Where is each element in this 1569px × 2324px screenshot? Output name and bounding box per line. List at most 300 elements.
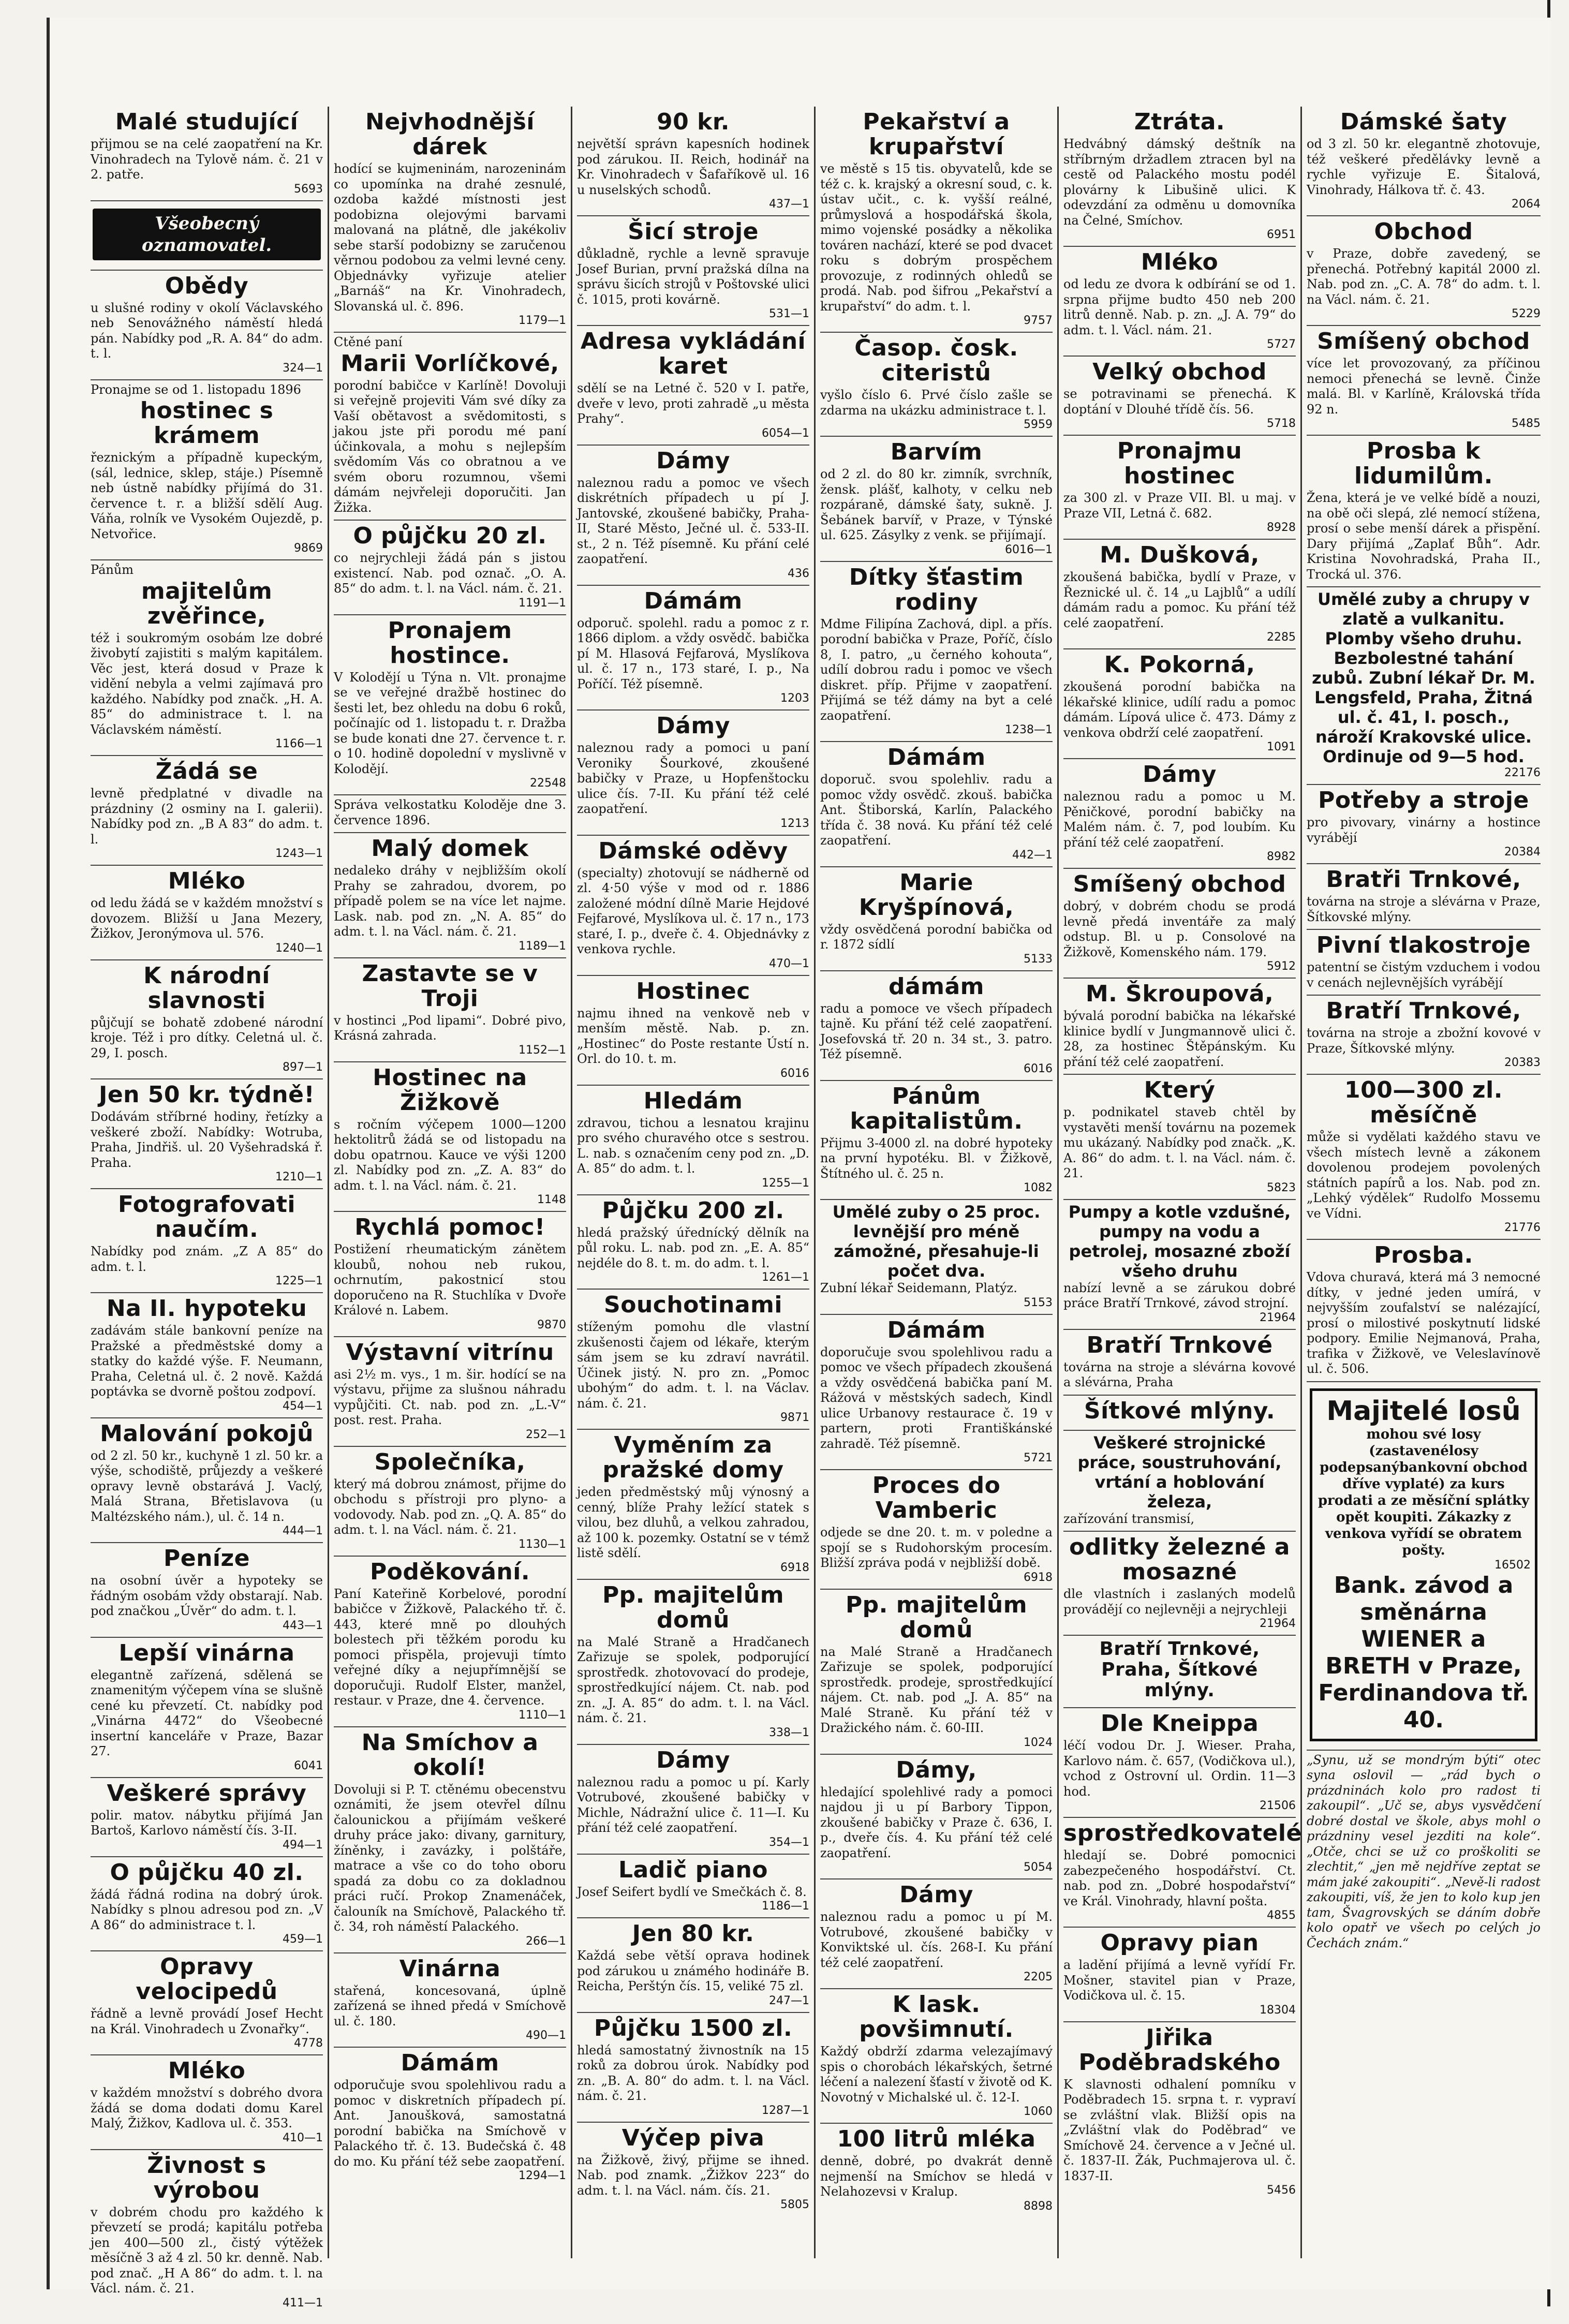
advertisement xyxy=(820,1200,1053,1315)
ad-code: 410—1 xyxy=(283,2131,323,2144)
ad-code: 1130—1 xyxy=(519,1537,566,1551)
advertisement xyxy=(1063,869,1296,979)
ad-body: pro pivovary, vinárny a hostince vyrábějí xyxy=(1307,815,1541,845)
ad-headline: Bratří Trnkové, xyxy=(1326,998,1521,1024)
ad-headline: Peníze xyxy=(164,1545,250,1572)
advertisement xyxy=(91,2150,323,2314)
ad-code: 252—1 xyxy=(526,1428,566,1441)
ad-body: od 3 zl. 50 kr. elegantně zhotovuje, též veškeré předělávky levně a rychle vyřizuje E. Šitalová, Vinohrady, Hálkova tř. č. 43. xyxy=(1307,137,1541,197)
ad-body: půjčují se bohatě zdobené národní kroje. Též i pro dítky. Celetná ul. č. 29, I. posch. xyxy=(91,1015,323,1060)
advertisement xyxy=(577,1855,809,1919)
advertisement xyxy=(334,521,566,615)
ad-headline: Malý domek xyxy=(371,835,529,862)
advertisement xyxy=(1307,1075,1541,1240)
ad-body: může si vydělati každého stavu ve všech místech levně a zákonem dovolenou prodejem povolených státních papírů a los. Nab. pod zn. „Lehký výdělek“ Rudolfo Mossemu ve Vídni. xyxy=(1307,1130,1541,1221)
ad-headline: Dámám xyxy=(887,1316,986,1343)
ad-code: 1024 xyxy=(1024,1736,1053,1749)
ad-code: 5054 xyxy=(1024,1861,1053,1874)
advertisement xyxy=(91,1951,323,2055)
ad-body: odporuč. spolehl. radu a pomoc z r. 1866 diplom. a vždy osvědč. babička pí M. Hlasová Fejfarová, Myslíkova ul. č. 17 n., 173 staré, I. p., Na Poříčí. Též písemně. xyxy=(577,615,809,691)
ad-code: 5823 xyxy=(1267,1181,1296,1194)
ad-body: od 2 zl. 50 kr., kuchyně 1 zl. 50 kr. a výše, schodiště, průjezdy a veškeré opravy levně obstarává J. Vaclý, Malá Strana, Břetislavova (u Maltézského nám.), ul. č. 14 n. xyxy=(91,1448,323,1524)
ad-body: Žena, která je ve velké bídě a nouzi, na obě oči slepá, zlé nemocí stížena, prosí o sebe menší dárek a přispění. Dary přijímá „Zaplať Bůh“. Adr. Kristina Novohradská, Praha II., Trocká ul. 376. xyxy=(1307,491,1541,582)
ad-headline: Mléko xyxy=(1141,249,1219,275)
advertisement xyxy=(577,586,809,711)
ad-code: 21506 xyxy=(1260,1799,1296,1812)
ad-headline: Vyměním za pražské domy xyxy=(602,1432,784,1483)
ad-headline: M. Škroupová, xyxy=(1085,981,1274,1007)
ad-body: polir. matov. nábytku přijímá Jan Bartoš, Karlovo náměstí čís. 3-II. xyxy=(91,1808,323,1838)
advertisement xyxy=(1063,107,1296,247)
advertisement xyxy=(1307,864,1541,930)
column-2 xyxy=(329,107,572,2258)
ad-body: asi 2½ m. vys., 1 m. šir. hodící se na výstavu, přijme za slušnou náhradu vypůjčiti. Ct. nab. pod zn. „L.-V“ post. rest. Praha. xyxy=(334,1367,566,1427)
advertisement xyxy=(577,2123,809,2216)
ad-body: denně, dobré, po dvakrát denně nejmenší na Smíchov se hledá v Nelahozevsi v Kralup. xyxy=(820,2154,1053,2199)
ad-body: od ledu žádá se v každém množství s dovozem. Bližší u Jana Mezery, Žižkov, Jeronýmova ul. 576. xyxy=(91,896,323,941)
ad-body: zdravou, tichou a lesnatou krajinu pro svého churavého otce s sestrou. L. nab. s označením ceny pod zn. „D. A. 85“ do adm. t. l. xyxy=(577,1115,809,1176)
ad-body: na Žižkově, živý, přijme se ihned. Nab. pod znamk. „Žižkov 223“ do adm. t. l. na Václ. nám. čís. 21. xyxy=(577,2152,809,2198)
advertisement xyxy=(1063,436,1296,540)
ad-body: Dodávám stříbrné hodiny, řetízky a veškeré zboží. Nabídky: Wotruba, Praha, Jindřiš. ul. 20 Vyšehradská ř. Praha. xyxy=(91,1109,323,1170)
ad-code: 1189—1 xyxy=(519,939,566,953)
advertisement xyxy=(577,1580,809,1745)
ad-code: 1082 xyxy=(1024,1181,1053,1194)
box-footer: Bank. závod a směnárna WIENER a BRETH v Praze, Ferdinandova tř. 40. xyxy=(1318,1572,1529,1733)
ad-code: 436 xyxy=(788,567,809,580)
ad-headline: Dámy xyxy=(656,713,730,739)
ad-code: 1255—1 xyxy=(762,1176,809,1190)
ad-code: 6016 xyxy=(1024,1062,1053,1075)
advertisement xyxy=(820,333,1053,437)
ad-headline: Malé studující xyxy=(115,109,299,135)
ad-headline: Dámy xyxy=(656,447,730,474)
ad-code: 1225—1 xyxy=(275,1275,323,1287)
ad-body: stíženým pomohu dle vlastní zkušenosti čajem od lékaře, kterým sám jsem se ku zdraví navrátil. Účinek jistý. N. pro zn. „Pomoc ubohým“ do adm. t. l. na Václav. nám. č. 21. xyxy=(577,1320,809,1411)
ad-code: 4778 xyxy=(294,2037,323,2050)
advertisement xyxy=(820,867,1053,971)
ad-body: Josef Seifert bydlí ve Smečkách č. 8. xyxy=(577,1884,807,1899)
ad-code: 1060 xyxy=(1024,2105,1053,2118)
advertisement xyxy=(91,1778,323,1857)
advertisement xyxy=(1063,759,1296,869)
ad-body: p. podnikatel staveb chtěl by vystavěti menší továrnu na pozemek mu ukázaný. Nabídky pod značk. „K. A. 86“ do adm. t. l. na Václ. nám. č. 21. xyxy=(1063,1105,1296,1180)
advertisement xyxy=(1063,540,1296,649)
advertisement xyxy=(1063,1818,1302,1928)
ad-code: 247—1 xyxy=(769,1994,809,2007)
ad-headline: Fotografovati naučím. xyxy=(117,1191,295,1242)
ad-body: léčí vodou Dr. J. Wieser. Praha, Karlovo nám. č. 657, (Vodičkova ul.), vchod z Ostrovní ul. Ordin. 11—3 hod. xyxy=(1063,1738,1296,1799)
ad-headline: Bratři Trnkové, xyxy=(1326,866,1521,893)
ad-code: 1243—1 xyxy=(275,847,323,860)
ad-headline: Dámy xyxy=(899,1882,973,1908)
ad-headline: Dámské oděvy xyxy=(598,837,788,864)
ad-headline: 90 kr. xyxy=(657,109,730,135)
advertisement xyxy=(91,1293,323,1418)
ad-body: též i soukromým osobám lze dobré živobytí zajistiti s malým kapitálem. Věc jest, která dosud v Praze k vidění nebyla a velmi zajímavá pro každého. Nabídky pod značk. „H. A. 85“ do administrace t. l. na Václavském náměstí. xyxy=(91,630,323,737)
ad-body: zařízování transmisí, xyxy=(1063,1511,1195,1526)
ad-headline: Umělé zuby o 25 proc. levnější pro méně zámožné, přesahuje-li počet dva. xyxy=(832,1202,1041,1281)
ad-body: nabízí levně a se zárukou dobré práce Bratří Trnkové, závod strojní. xyxy=(1063,1280,1296,1310)
ad-headline: Dámám xyxy=(887,744,986,771)
advertisement xyxy=(334,958,566,1062)
ad-body: nedaleko dráhy v nejbližším okolí Prahy se zahradou, dvorem, po případě polem se na více let najme. Lask. nab. pod zn. „N. A. 85“ do adm. t. l. na Václ. nám. č. 21. xyxy=(334,863,566,939)
advertisement xyxy=(1063,1708,1296,1818)
ad-body: naleznou radu a pomoc u M. Pěničkové, porodní babičky na Malém nám. č. 7, pod loubím. Ku přání též celé zaopatření. xyxy=(1063,789,1296,850)
ad-code: 470—1 xyxy=(769,957,809,970)
ad-headline: Adresa vykládání karet xyxy=(580,328,806,379)
ad-body: odporučuje svou spolehlivou radu a pomoc v diskretních případech pí. Ant. Janoušková, samostatná porodní babička na Smíchově v Palackého tř. č. 13. Budečská č. 48 do mo. Ku přání též sebe zaopatření. xyxy=(334,2078,566,2169)
ad-body: od 2 zl. do 80 kr. zimník, svrchník, žensk. plášť, kalhoty, v celku neb rozpáraně, dámské šaty, sukně. J. Šebánek barvíř, v Praze, v Týnské ul. 625. Zásylky z venk. se přijímají. xyxy=(820,467,1053,542)
ad-headline: Nejvhodnější dárek xyxy=(365,109,535,160)
ad-code: 5456 xyxy=(1267,2184,1296,2197)
ad-headline: Lepší vinárna xyxy=(119,1639,295,1666)
ad-headline: majitelům zvěřince, xyxy=(141,578,273,629)
advertisement xyxy=(820,107,1053,333)
ad-code: 5693 xyxy=(294,182,323,196)
ad-code: 20383 xyxy=(1504,1056,1541,1069)
ad-code: 16502 xyxy=(1494,1558,1531,1572)
ad-body: ve městě s 15 tis. obyvatelů, kde se též c. k. krajský a okresní soud, c. k. ústav učit., c. k. vyšší reálné, průmyslová a hospodářská škola, mimo vojenské posádky a několika továren nachází, které se pod dvacet roku s dobrým prospěchem provozuje, z rodinných ohledů se prodá. Nab. pod šifrou „Pekařství a krupařství“ do adm. t. l. xyxy=(820,161,1053,314)
advertisement xyxy=(820,1315,1053,1471)
advertisement xyxy=(1063,1431,1296,1532)
ad-code: 21776 xyxy=(1504,1221,1541,1234)
ad-body: jeden předměstský můj výnosný a cenný, blíže Prahy ležící statek s vilou, bez dluhů, a velkou zahradou, až 100 k. pozemky. Ostatní se v témž listě sdělí. xyxy=(577,1485,809,1560)
ad-headline: Rychlá pomoc! xyxy=(354,1214,545,1240)
ad-code: 1191—1 xyxy=(519,596,566,610)
ad-code: 1186—1 xyxy=(762,1900,809,1913)
ad-body: v každém množství s dobrého dvora žádá se doma dodati domu Karel Malý, Žižkov, Kadlova ul. č. 353. xyxy=(91,2085,323,2130)
ad-code: 2064 xyxy=(1512,198,1541,211)
advertisement xyxy=(1063,247,1296,357)
ad-headline: K. Pokorná, xyxy=(1104,652,1255,678)
advertisement xyxy=(1063,1330,1296,1396)
advertisement xyxy=(1063,1928,1296,2022)
ad-code: 5153 xyxy=(1024,1296,1053,1309)
ad-code: 5718 xyxy=(1267,417,1296,430)
advertisement xyxy=(91,960,323,1080)
ad-body: odjede se dne 20. t. m. v poledne a spojí se s Rudohorským procesím. Bližší zpráva podá v nejbližší době. xyxy=(820,1525,1053,1570)
ad-body: doporučuje svou spolehlivou radu a pomoc ve všech případech zkoušená a vždy osvědčená babička paní M. Rážová v městských sadech, Kindl ulice Urbanovy restaurace č. 19 v partern, proti Františkánské zahradě. Též písemně. xyxy=(820,1344,1053,1451)
advertisement xyxy=(577,976,809,1086)
advertisement xyxy=(1307,436,1541,587)
advertisement xyxy=(334,107,566,333)
ad-body: důkladně, rychle a levně spravuje Josef Burian, první pražská dílna na správu šicích strojů v Poštovské ulici č. 1015, proti kovárně. xyxy=(577,246,809,307)
ad-code: 1240—1 xyxy=(275,941,323,955)
ad-code: 6041 xyxy=(294,1759,323,1772)
advertisement xyxy=(577,1290,809,1430)
ad-headline: Obědy xyxy=(165,272,249,299)
ad-body: hledající spolehlivé rady a pomoci najdou ji u pí Barbory Tippon, zkoušené babičky v Praze č. 636, I. p., dveře čís. 4. Ku přání též celé zaopatření. xyxy=(820,1784,1053,1860)
ad-code: 338—1 xyxy=(769,1726,809,1739)
ad-body: K slavnosti odhalení pomníku v Poděbradech 15. srpna t. r. vypraví se zvláštní vlak. Bližší opis na „Zvláštní vlak do Poděbrad“ ve Smíchově 24. července a v Ječné ul. č. 1837-II. Žák, Puchmajerova ul. č. 1837-II. xyxy=(1063,2077,1296,2183)
ad-body: Pánům xyxy=(91,563,134,577)
ad-code: 20384 xyxy=(1504,846,1541,858)
ad-code: 1203 xyxy=(780,692,809,705)
ad-headline: Veškeré strojnické práce, soustruhování, vrtání a hoblování železa, xyxy=(1077,1432,1282,1512)
ad-headline: M. Dušková, xyxy=(1100,542,1260,568)
advertisement xyxy=(1063,357,1296,436)
ad-body: a ladění přijímá a levně vyřídí Fr. Mošner, stavitel pian v Praze, Vodičkova ul. č. 15. xyxy=(1063,1958,1296,2003)
ad-code: 444—1 xyxy=(283,1524,323,1537)
ad-body: hledají se. Dobré pomocnici zabezpečeného hospodářství. Ct. nab. pod zn. „Dobré hospodařství“ ve Král. Vinohrady, hlavní pošta. xyxy=(1063,1848,1296,1908)
ad-body: hodící se kujmeninám, narozeninám co upomínka na drahé zesnulé, ozdoba každé místnosti jest podobizna olejovými barvami malovaná na plátně, dle jakékoliv sebe starší podobizny se zaručenou věrnou podobou za velmi levné ceny. Objednávky vyřizuje atelier „Barnáš“ na Kr. Vinohradech, Slovanská ul. č. 896. xyxy=(334,161,566,314)
advertisement xyxy=(1063,1396,1296,1431)
ad-headline: Velký obchod xyxy=(1092,359,1267,385)
ad-body: sdělí se na Letné č. 520 v I. patře, dveře v levo, proti zahradě „u města Prahy“. xyxy=(577,381,809,426)
ad-body: elegantně zařízená, sdělená se znamenitým výčepem vína se slušně cené ku převzetí. Ct. nabídky pod „Vinárna 4472“ do Všeobecné insertní kanceláře v Praze, Bazar 27. xyxy=(91,1667,323,1758)
ad-headline: Pp. majitelům domů xyxy=(845,1591,1028,1643)
ad-headline: K národní slavnosti xyxy=(143,962,270,1014)
ad-code: 5229 xyxy=(1512,307,1541,320)
ad-headline: odlitky železné a mosazné xyxy=(1069,1534,1290,1585)
ad-headline: Společníka, xyxy=(374,1448,526,1475)
ad-body: doporuč. svou spolehliv. radu a pomoc vždy osvědč. zkouš. babička Ant. Štiborská, Karlín, Palackého třída č. 38 nová. Ku přání též celé zaopatření. xyxy=(820,772,1053,848)
ad-body: od ledu ze dvora k odbírání se od 1. srpna přijme budto 450 neb 200 litrů denně. Nab. p. zn. „J. A. 79“ do adm. t. l. Václ. nám. 21. xyxy=(1063,277,1296,337)
advertisement xyxy=(91,1079,323,1189)
ad-body: Mdme Filipína Zachová, dipl. a přís. porodní babička v Praze, Poříč, číslo 8, I. patro, „u černého kohouta“, udílí dobrou radu i pomoc ve všech diskret. příp. Přijme v zaopatření. Přijímá se též dámy na byt a celé zaopatření. xyxy=(820,616,1053,723)
ad-code: 9869 xyxy=(294,542,323,555)
ad-headline: Jiřika Poděbradského xyxy=(1078,2024,1281,2076)
box-title: Majitelé losů xyxy=(1326,1395,1521,1427)
ad-body: přijmou se na celé zaopatření na Kr. Vinohradech na Tylově nám. č. 21 v 2. patře. xyxy=(91,137,323,182)
ad-headline: Proces do Vamberic xyxy=(872,1472,1001,1523)
ad-headline: Poděkování. xyxy=(369,1558,530,1585)
ad-headline: Šicí stroje xyxy=(628,218,759,245)
ad-body: co nejrychleji žádá pán s jistou existencí. Nab. pod označ. „O. A. 85“ do adm. t. l. na Václ. nám. č. 21. xyxy=(334,551,566,596)
ad-body: levně předplatné v divadle na prázdniny (2 osminy na I. galerii). Nabídky pod zn. „B A 83“ do adm. t. l. xyxy=(91,786,323,847)
advertisement xyxy=(91,1418,323,1544)
ad-body: vyšlo číslo 6. Prvé číslo zašle se zdarma na ukázku administrace t. l. xyxy=(820,388,1053,418)
advertisement xyxy=(1063,1200,1296,1330)
ad-headline: Vinárna xyxy=(399,1955,501,1982)
advertisement xyxy=(91,560,323,756)
advertisement xyxy=(577,710,809,836)
advertisement xyxy=(1063,1636,1296,1708)
column-5 xyxy=(1059,107,1302,2258)
ad-headline: Opravy velocipedů xyxy=(136,1953,278,2005)
ad-code: 2205 xyxy=(1024,1971,1053,1983)
ad-code: 1110—1 xyxy=(519,1708,566,1722)
ad-body: zkoušená porodní babička na lékařské klinice, udílí radu a pomoc dámám. Lípová ulice č. 473. Dámy z venkova obdrží celé zaopatření. xyxy=(1063,679,1296,740)
ad-headline: Ztráta. xyxy=(1134,109,1225,135)
ad-body: naleznou rady a pomoci u paní Veroniky Šourkové, zkoušené babičky v Praze, u Hopfenštocku ulice čís. 7-II. Ku přání též celé zaopatření. xyxy=(577,741,809,816)
ad-headline: Pumpy a kotle vzdušné, pumpy na vodu a petrolej, mosazné zboží všeho druhu xyxy=(1068,1202,1291,1281)
advertisement xyxy=(577,2013,809,2123)
advertisement xyxy=(1307,996,1541,1075)
advertisement xyxy=(91,107,323,201)
ad-body: řádně a levně provádí Josef Hecht na Král. Vinohradech u Zvonařky“. xyxy=(91,2006,323,2036)
advertisement xyxy=(1307,785,1541,864)
ad-body: Zubní lékař Seidemann, Platýz. xyxy=(820,1281,1017,1295)
advertisement xyxy=(577,1195,809,1290)
advertisement xyxy=(91,2055,323,2150)
ad-headline: Opravy pian xyxy=(1100,1930,1259,1956)
advertisement-columns xyxy=(86,107,1545,2310)
advertisement xyxy=(820,742,1053,867)
ad-headline: Obchod xyxy=(1374,218,1473,245)
ad-code: 5959 xyxy=(1024,418,1053,431)
ad-code: 1261—1 xyxy=(762,1271,809,1284)
ad-body: stařená, koncesovaná, úplně zařízená se ihned předá v Smíchově ul. č. 180. xyxy=(334,1983,566,2029)
ad-code: 490—1 xyxy=(526,2029,566,2042)
ad-headline: sprostředkovatelé xyxy=(1063,1820,1302,1846)
ad-headline: Dámám xyxy=(401,2050,499,2076)
ad-code: 411—1 xyxy=(283,2296,323,2310)
advertisement xyxy=(91,1189,323,1293)
ad-headline: Pronajmu hostinec xyxy=(1117,438,1242,489)
column-3 xyxy=(572,107,816,2258)
ad-code: 21964 xyxy=(1260,1617,1296,1630)
advertisement xyxy=(1307,930,1541,996)
advertisement xyxy=(1307,1240,1541,1382)
ad-body: zadávám stále bankovní peníze na Pražské a předměstské domy a statky do každé výše. F. Neumann, Praha, Celetná ul. č. 2 nově. Každá poptávka se dvorně poštou zodpoví. xyxy=(91,1323,323,1399)
ad-code: 5912 xyxy=(1267,960,1296,973)
advertisement xyxy=(91,271,323,380)
advertisement xyxy=(1307,326,1541,436)
ad-code: 8928 xyxy=(1267,521,1296,534)
advertisement xyxy=(91,380,323,561)
ad-code: 1287—1 xyxy=(762,2104,809,2117)
ad-headline: O půjčku 40 zl. xyxy=(110,1859,304,1886)
ad-headline: O půjčku 20 zl. xyxy=(353,523,547,549)
advertisement xyxy=(820,1081,1053,1201)
ad-code: 5805 xyxy=(780,2198,809,2211)
ad-body: najmu ihned na venkově neb v menším městě. Nab. p. zn. „Hostinec“ do Poste restante Ústí n. Orl. do 10. t. m. xyxy=(577,1005,809,1066)
advertisement xyxy=(91,756,323,866)
ad-headline: Dámy xyxy=(656,1746,730,1773)
ad-headline: Malování pokojů xyxy=(100,1420,314,1447)
ad-body: Vdova churavá, která má 3 nemocné dítky, v jedné jeden umírá, v nejvyšším zoufalství se nalézající, prosí o milostivé poskytnutí lidské podpory. Emilie Nejmanová, Praha, trafika v Žižkově, ve Veleslavínově ul. č. 506. xyxy=(1307,1270,1541,1376)
ad-headline: Jen 50 kr. týdně! xyxy=(98,1082,315,1108)
ad-headline: Zastavte se v Troji xyxy=(362,960,538,1012)
ad-code: 22548 xyxy=(530,777,566,790)
ad-code: 22176 xyxy=(1504,766,1541,779)
ad-code: 531—1 xyxy=(769,307,809,320)
ad-body: zkoušená babička, bydlí v Praze, v Řeznické ul. č. 14 „u Lajblů“ a udílí dámám radu a pomoc. Ku přání též celé zaopatření. xyxy=(1063,570,1296,630)
advertisement xyxy=(577,1745,809,1855)
ad-body: továrna na stroje a slévárna kovové a slévárna, Praha xyxy=(1063,1359,1296,1389)
ad-body: žádá řádná rodina na dobrý úrok. Nabídky s plnou adresou pod zn. „V A 86“ do administrace t. l. xyxy=(91,1887,323,1932)
ad-headline: Hledám xyxy=(643,1087,743,1114)
ad-body: řeznickým a případně kupeckým, (sál, lednice, sklep, stáje.) Písemně neb ústně nabídky přijímá do 31. července t. r. a bližší sdělí Aug. Váňa, rolník ve Vysokém Oujezdě, p. Netvořice. xyxy=(91,450,323,541)
advertisement xyxy=(820,1879,1053,1989)
advertisement xyxy=(577,326,809,446)
ad-headline: Výčep piva xyxy=(621,2124,765,2151)
ad-body: Každá sebe větší oprava hodinek pod zárukou u známého hodináře B. Reicha, Perštýn čís. 15, veliké 75 zl. xyxy=(577,1948,809,1993)
advertisement xyxy=(577,836,809,976)
ad-code: 1294—1 xyxy=(519,2169,566,2182)
ad-code: 437—1 xyxy=(769,198,809,211)
advertisement xyxy=(1063,1532,1296,1636)
ad-code: 442—1 xyxy=(1012,848,1053,862)
ad-code: 21964 xyxy=(1260,1311,1296,1324)
ad-body: vždy osvědčená porodní babička od r. 1872 sídlí xyxy=(820,922,1053,952)
ad-headline: Dítky šťastim rodiny xyxy=(849,564,1024,615)
ad-body: Nabídky pod znám. „Z A 85“ do adm. t. l. xyxy=(91,1244,323,1274)
ad-code: 494—1 xyxy=(283,1838,323,1852)
advertisement xyxy=(334,1337,566,1447)
ad-body: za 300 zl. v Praze VII. Bl. u maj. v Praze VII, Letná č. 682. xyxy=(1063,491,1296,521)
ad-headline: Prosba k lidumilům. xyxy=(1354,438,1493,489)
advertisement xyxy=(820,1755,1053,1880)
ad-body: hledá pražský úřednícký dělník na půl roku. L. nab. pod zn. „E. A. 85“ nejdéle do 8. t. m. do adm. t. l. xyxy=(577,1225,809,1270)
ad-headline: Souchotinami xyxy=(604,1292,782,1318)
advertisement xyxy=(577,216,809,326)
ad-code: 8898 xyxy=(1024,2199,1053,2213)
ad-headline: Půjčku 200 zl. xyxy=(602,1197,784,1224)
ad-body: hledá samostatný živnostník na 15 roků za dobrou úrok. Nabídky pod zn. „B. A. 80“ do adm. t. l. na Václ. nám. č. 21. xyxy=(577,2042,809,2103)
advertisement xyxy=(334,1557,566,1727)
advertisement xyxy=(1063,2022,1296,2202)
ad-body: největší správn kapesních hodinek pod zárukou. II. Reich, hodinář na Kr. Vinohradech v Šafaříkově ul. 16 u nuselských schodů. xyxy=(577,137,809,197)
ad-body: naleznou radu a pomoc u pí M. Votrubové, zkoušené babičky v Konviktské ul. čís. 268-I. Ku přání též celé zaopatření. xyxy=(820,1909,1053,1970)
ad-code: 5133 xyxy=(1024,952,1053,966)
ad-headline: dámám xyxy=(888,973,985,1000)
ad-headline: Barvím xyxy=(890,439,983,465)
advertisement xyxy=(577,446,809,586)
ad-code: 6054—1 xyxy=(762,426,809,440)
ad-body: na Malé Straně a Hradčanech Zařizuje se spolek, podporující sprostředk. prodeje, sprostředkující nájem. Ct. nab. pod „J. A. 85“ na Malé Straně. Ku přání též v Dražického nám. č. 60-III. xyxy=(820,1644,1053,1735)
ad-body: více let provozovaný, za příčinou nemoci přenechá se levně. Činže malá. Bl. v Karlíně, Královská třída 92 n. xyxy=(1307,356,1541,417)
ad-headline: K lask. povšimnutí. xyxy=(859,1991,1014,2042)
advertisement xyxy=(91,866,323,960)
ad-code: 266—1 xyxy=(526,1934,566,1948)
advertisement xyxy=(820,971,1053,1081)
ad-code: 9757 xyxy=(1024,314,1053,327)
ad-body: Správa velkostatku Koloděje dne 3. července 1896. xyxy=(334,797,566,827)
ad-body: Paní Kateřině Korbelové, porodní babičce v Žižkově, Palackého tř. č. 443, které mně po dlouhých bolestech při těžkém porodu ku pomoci přispěla, projevuji tímto veřejné díky a nejupřímnější se doporučuji. Rudolf Elster, manžel, restaur. v Praze, dne 4. července. xyxy=(334,1586,566,1708)
ad-headline: Umělé zuby a chrupy v zlatě a vulkanitu. Plomby všeho druhu. Bezbolestné tahání zubů. Zubní lékař Dr. M. Lengsfeld, Praha, Žitná ul. č. 41, I. posch., nároží Krakovské ulice. Ordinuje od 9—5 hod. xyxy=(1312,589,1535,766)
advertisement xyxy=(577,107,809,216)
advertisement xyxy=(820,1989,1053,2124)
poem-advertisement: „Synu, už se mondrým býti“ otec syna oslovil — „rád bych o prázdninách kolo pro radost ti zakoupil“. „Uč se, abys vysvědčení dobré dostal ve škole, abys mohl o prázdniny vesel jezditi na kole“. „Otče, chci se už co proškoliti se zlechtit,“ „jen mě nejdříve zeptat se mám jaké zakoupiti“. „Nevě-li radost zakoupiti, víš, že jen to kolo kup jen tam, Švagrovských se dáním dobře kolo opatř ve všech po celých jo Čechách znám.“ xyxy=(1307,1752,1541,1950)
ad-headline: Časop. čosk. citeristů xyxy=(854,335,1018,386)
ad-headline: Na II. hypoteku xyxy=(106,1295,307,1322)
advertisement xyxy=(334,1953,566,2048)
ad-headline: Šítkové mlýny. xyxy=(1084,1397,1276,1424)
ad-headline: Dle Kneippa xyxy=(1100,1710,1259,1737)
advertisement xyxy=(577,1430,809,1580)
ad-body: s ročním výčepem 1000—1200 hektolitrů žádá se od listopadu na dobu opatrnou. Kauce ve výši 1200 zl. Nabídky pod zn. „Z. A. 83“ do adm. t. l. na Václ. nám. č. 21. xyxy=(334,1117,566,1193)
ad-headline: Půjčku 1500 zl. xyxy=(594,2015,793,2041)
ad-headline: Bratří Trnkové, Praha, Šítkové mlýny. xyxy=(1099,1638,1260,1701)
ad-code: 8982 xyxy=(1267,850,1296,863)
ad-headline: Marie Kryšpínová, xyxy=(858,869,1014,921)
ad-body: Ctěné paní xyxy=(334,335,403,349)
column-4 xyxy=(816,107,1059,2258)
ad-body: na osobní úvěr a hypoteky se řádným osobám vždy obstarají. Nab. pod značkou „Úvěr“ do adm. t. l. xyxy=(91,1573,323,1618)
ad-code: 897—1 xyxy=(283,1061,323,1074)
ad-code: 1210—1 xyxy=(275,1171,323,1183)
ad-headline: Živnost s výrobou xyxy=(147,2152,267,2203)
ad-headline: Dámské šaty xyxy=(1340,109,1507,135)
ad-code: 9870 xyxy=(537,1318,566,1331)
ad-headline: Bratří Trnkové xyxy=(1086,1331,1273,1358)
ad-code: 6016—1 xyxy=(1005,543,1053,556)
ad-body: radu a pomoce ve všech případech tajně. Ku přání též celé zaopatření. Josefovská tř. 20 n. 34 st., 3. patro. Též písemně. xyxy=(820,1001,1053,1061)
advertisement xyxy=(820,2124,1053,2217)
advertisement xyxy=(334,1212,566,1337)
ad-code: 1179—1 xyxy=(519,314,566,327)
ad-code: 1152—1 xyxy=(519,1043,566,1057)
ad-code: 6016 xyxy=(780,1067,809,1080)
ad-body: dle vlastních i zaslaných modelů provádějí co nejlevněji a nejrychleji xyxy=(1063,1587,1296,1617)
advertisement xyxy=(1063,1075,1296,1200)
advertisement xyxy=(334,1727,566,1953)
ad-code: 1238—1 xyxy=(1005,723,1053,736)
ad-code: 18304 xyxy=(1260,2003,1296,2017)
